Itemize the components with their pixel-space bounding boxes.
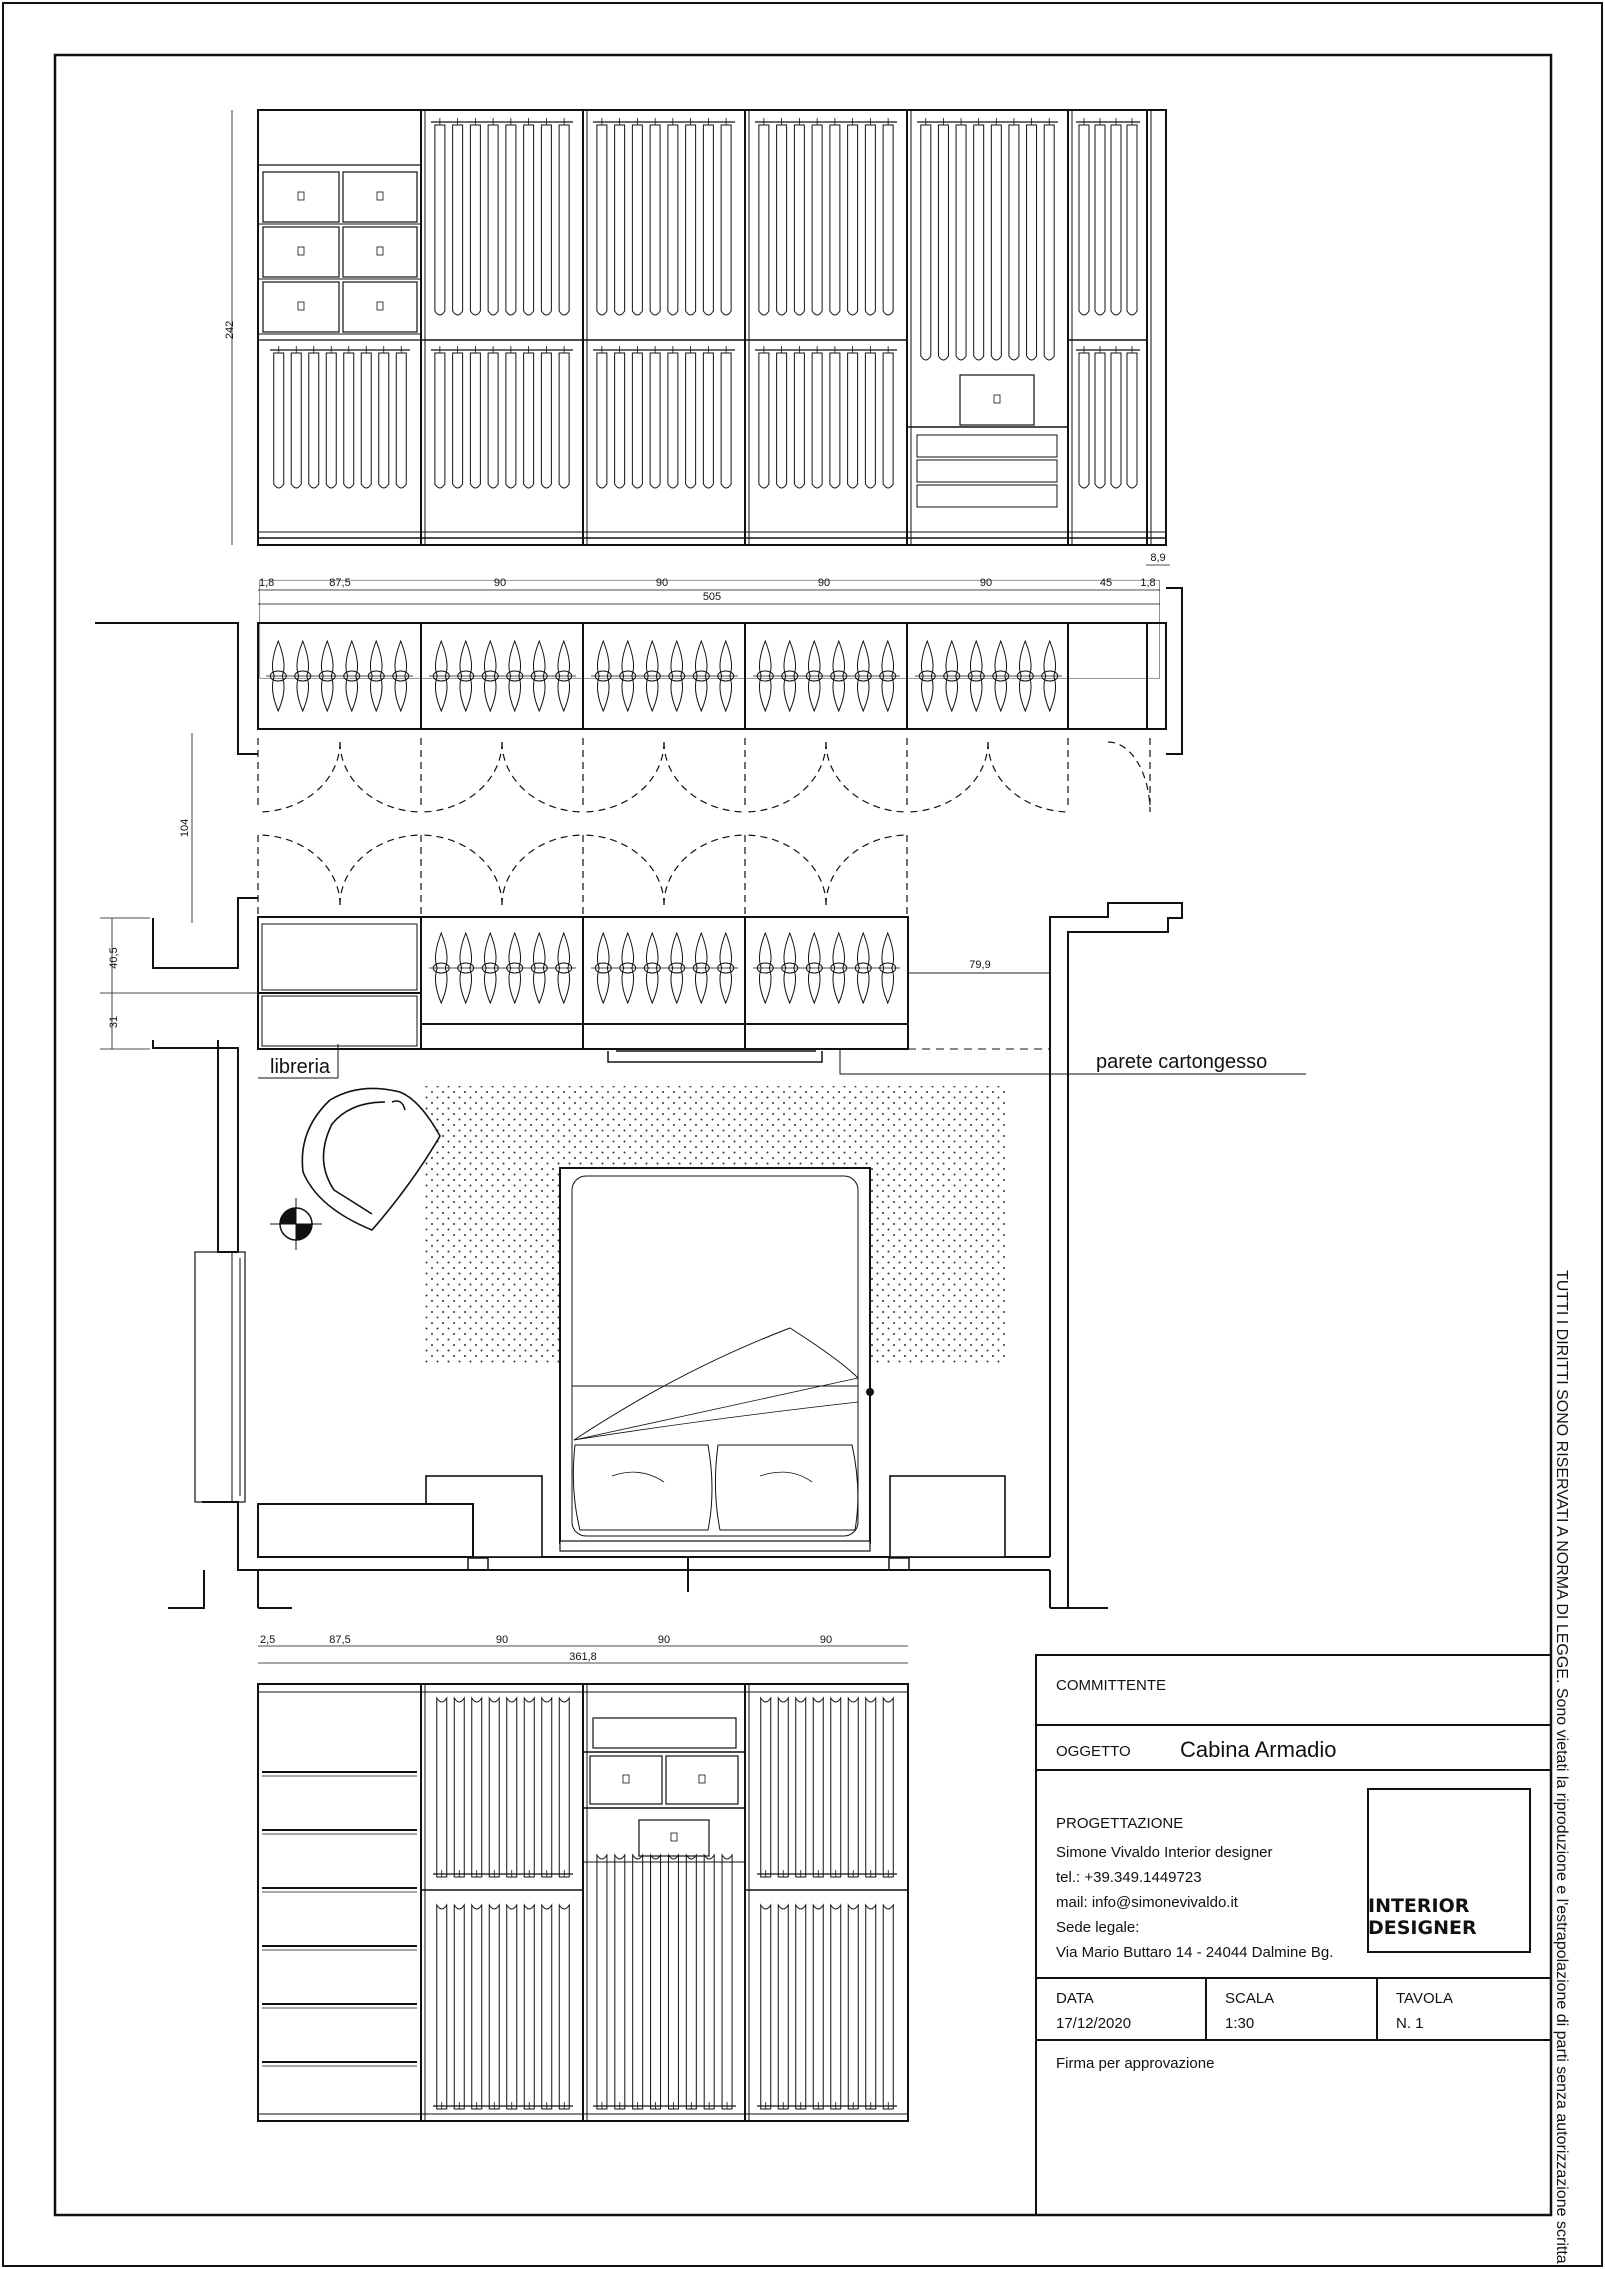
plan-dimensions	[100, 733, 1267, 1078]
dim-bot-1: 87,5	[329, 1634, 351, 1646]
dim-top-1: 87,5	[329, 577, 351, 589]
tavola-label: TAVOLA	[1396, 1990, 1453, 2007]
designer-name: Simone Vivaldo Interior designer	[1056, 1844, 1273, 1861]
label-parete-cartongesso: parete cartongesso	[1096, 1051, 1268, 1073]
dim-top-right: 8,9	[1150, 552, 1166, 564]
dim-top-total: 505	[702, 591, 722, 603]
dim-bot-0: 2,5	[260, 1634, 276, 1646]
dim-79-9: 79,9	[969, 959, 991, 971]
sede-value: Via Mario Buttaro 14 - 24044 Dalmine Bg.	[1056, 1944, 1334, 1961]
wardrobe-elevation-bottom	[258, 1684, 908, 2121]
dim-104: 104	[179, 818, 191, 838]
designer-mail: mail: info@simonevivaldo.it	[1056, 1894, 1238, 1911]
oggetto-value: Cabina Armadio	[1180, 1737, 1337, 1762]
scala-value: 1:30	[1225, 2015, 1255, 2032]
elevation-bottom-dimensions	[258, 1634, 908, 1663]
wardrobe-elevation-top	[258, 110, 1166, 545]
dim-40-5: 40,5	[108, 947, 120, 969]
dim-bot-total: 361,8	[569, 1651, 597, 1663]
floor-plan	[95, 580, 1306, 1608]
label-libreria: libreria	[270, 1056, 331, 1078]
committente-label: COMMITTENTE	[1056, 1677, 1166, 1694]
rights-notice: TUTTI I DIRITTI SONO RISERVATI A NORMA DI LEGGE. Sono vietati la riproduzione e l'estrapolazione di parti senza autorizzazione scritta	[1553, 1270, 1570, 2264]
title-block-text	[1056, 1677, 1477, 2072]
designer-tel: tel.: +39.349.1449723	[1056, 1869, 1202, 1886]
dim-top-4: 90	[817, 577, 831, 589]
dim-bot-3: 90	[657, 1634, 671, 1646]
dim-top-3: 90	[655, 577, 669, 589]
dim-top-0: 1,8	[259, 577, 275, 589]
nightstand-right	[890, 1476, 1005, 1557]
scala-label: SCALA	[1225, 1990, 1275, 2007]
dim-height-242: 242	[224, 320, 236, 340]
tavola-value: N. 1	[1396, 2015, 1424, 2032]
logo-line2: DESIGNER	[1368, 1917, 1477, 1939]
bench	[258, 1504, 473, 1557]
data-label: DATA	[1056, 1990, 1094, 2007]
armchair	[302, 1088, 440, 1230]
dim-top-6: 45	[1099, 577, 1113, 589]
firma-label: Firma per approvazione	[1056, 2055, 1215, 2072]
dim-31: 31	[108, 1015, 120, 1029]
elevation-top-dimensions	[224, 110, 1170, 604]
logo-line1: INTERIOR	[1368, 1895, 1470, 1917]
plan-hangers	[266, 641, 1062, 1003]
dim-top-5: 90	[979, 577, 993, 589]
sede-label: Sede legale:	[1056, 1919, 1140, 1936]
progettazione-label: PROGETTAZIONE	[1056, 1815, 1184, 1832]
dim-bot-2: 90	[495, 1634, 509, 1646]
oggetto-label: OGGETTO	[1056, 1743, 1131, 1760]
section-marker	[270, 1198, 322, 1250]
dim-bot-4: 90	[819, 1634, 833, 1646]
data-value: 17/12/2020	[1056, 2015, 1132, 2032]
dim-top-7: 1,8	[1140, 577, 1156, 589]
dim-top-2: 90	[493, 577, 507, 589]
